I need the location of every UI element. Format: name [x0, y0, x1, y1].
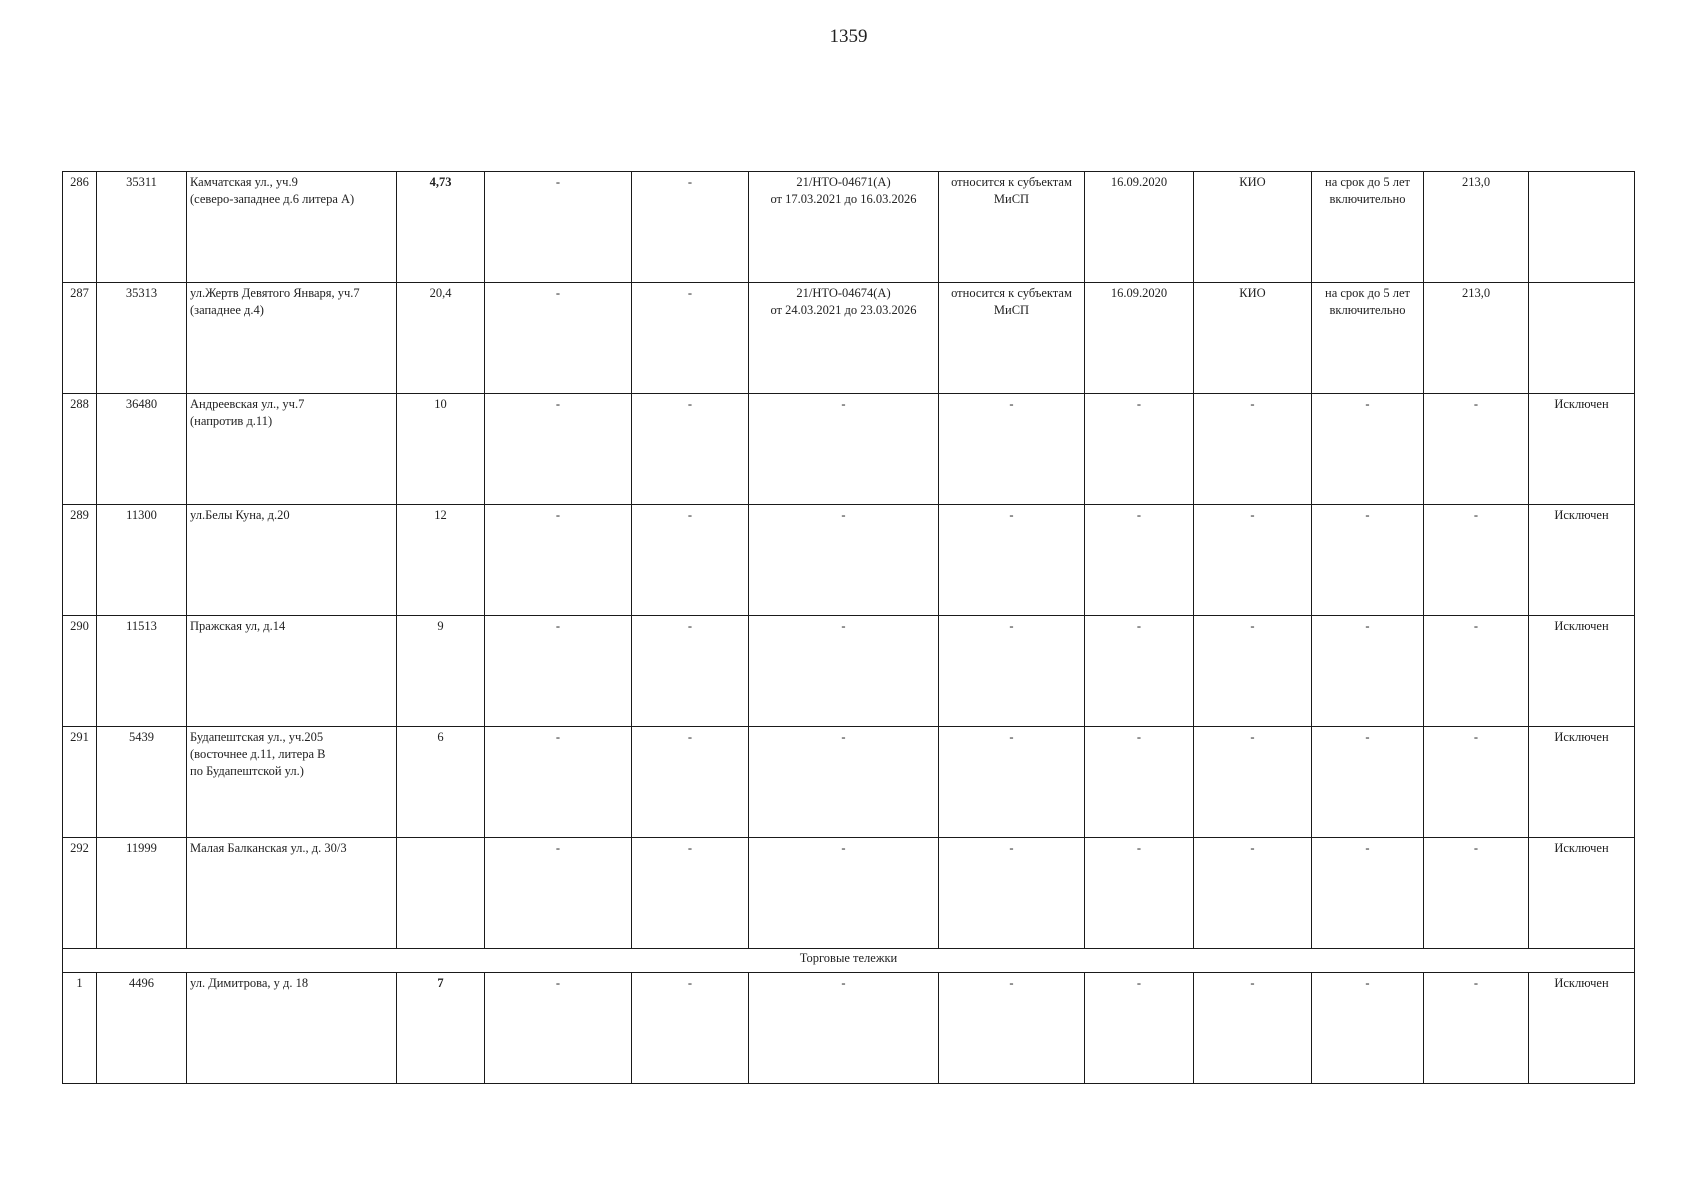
cell-object-id: 35311: [97, 172, 187, 283]
cell-contract: 21/НТО-04674(А) от 24.03.2021 до 23.03.2026: [749, 283, 939, 394]
cell-decision-date: -: [1085, 973, 1194, 1084]
cell-price: -: [1424, 727, 1529, 838]
cell-contract: 21/НТО-04671(А) от 17.03.2021 до 16.03.2026: [749, 172, 939, 283]
cell-area: 10: [397, 394, 485, 505]
cell-object-id: 4496: [97, 973, 187, 1084]
cell-term: -: [1312, 616, 1424, 727]
cell-contract: -: [749, 973, 939, 1084]
cell-column-6: -: [632, 283, 749, 394]
cell-status: [1529, 283, 1635, 394]
cell-decision-date: -: [1085, 394, 1194, 505]
cell-decision-date: 16.09.2020: [1085, 172, 1194, 283]
cell-object-id: 11513: [97, 616, 187, 727]
cell-status: Исключен: [1529, 505, 1635, 616]
cell-row-number: 1: [63, 973, 97, 1084]
cell-organization: КИО: [1194, 172, 1312, 283]
cell-column-6: -: [632, 838, 749, 949]
cell-price: -: [1424, 394, 1529, 505]
cell-row-number: 289: [63, 505, 97, 616]
cell-row-number: 292: [63, 838, 97, 949]
cell-contract: -: [749, 727, 939, 838]
cell-column-6: -: [632, 727, 749, 838]
cell-contract: -: [749, 616, 939, 727]
cell-object-id: 35313: [97, 283, 187, 394]
cell-row-number: 288: [63, 394, 97, 505]
cell-contract: -: [749, 838, 939, 949]
cell-column-6: -: [632, 616, 749, 727]
cell-organization: -: [1194, 616, 1312, 727]
cell-msp-status: -: [939, 973, 1085, 1084]
cell-area: 20,4: [397, 283, 485, 394]
cell-decision-date: -: [1085, 727, 1194, 838]
table-row: [63, 172, 1635, 283]
cell-price: -: [1424, 616, 1529, 727]
cell-area: 4,73: [397, 172, 485, 283]
cell-column-6: -: [632, 973, 749, 1084]
cell-status: Исключен: [1529, 838, 1635, 949]
cell-msp-status: -: [939, 727, 1085, 838]
cell-column-5: -: [485, 973, 632, 1084]
cell-organization: -: [1194, 394, 1312, 505]
table-row: [63, 505, 1635, 616]
cell-column-5: -: [485, 394, 632, 505]
cell-price: 213,0: [1424, 283, 1529, 394]
cell-row-number: 291: [63, 727, 97, 838]
cell-organization: -: [1194, 838, 1312, 949]
cell-price: 213,0: [1424, 172, 1529, 283]
cell-address: Пражская ул, д.14: [187, 616, 397, 727]
cell-msp-status: -: [939, 394, 1085, 505]
cell-organization: КИО: [1194, 283, 1312, 394]
section-header-row: [63, 949, 1635, 973]
cell-object-id: 36480: [97, 394, 187, 505]
cell-column-5: -: [485, 616, 632, 727]
cell-column-6: -: [632, 172, 749, 283]
cell-price: -: [1424, 973, 1529, 1084]
cell-row-number: 287: [63, 283, 97, 394]
cell-term: -: [1312, 727, 1424, 838]
table-row: [63, 727, 1635, 838]
cell-address: ул.Белы Куна, д.20: [187, 505, 397, 616]
cell-organization: -: [1194, 973, 1312, 1084]
table-row: [63, 616, 1635, 727]
cell-term: -: [1312, 838, 1424, 949]
cell-column-5: -: [485, 727, 632, 838]
cell-organization: -: [1194, 505, 1312, 616]
cell-column-6: -: [632, 394, 749, 505]
cell-area: [397, 838, 485, 949]
cell-address: Малая Балканская ул., д. 30/3: [187, 838, 397, 949]
cell-object-id: 11999: [97, 838, 187, 949]
cell-column-5: -: [485, 505, 632, 616]
cell-msp-status: относится к субъектам МиСП: [939, 283, 1085, 394]
cell-column-5: -: [485, 283, 632, 394]
cell-address: Андреевская ул., уч.7 (напротив д.11): [187, 394, 397, 505]
cell-address: ул.Жертв Девятого Января, уч.7 (западнее д.4): [187, 283, 397, 394]
section-title: Торговые тележки: [63, 949, 1635, 973]
cell-contract: -: [749, 394, 939, 505]
cell-row-number: 286: [63, 172, 97, 283]
cell-address: ул. Димитрова, у д. 18: [187, 973, 397, 1084]
cell-column-5: -: [485, 172, 632, 283]
registry-table: [62, 171, 1635, 1084]
cell-term: на срок до 5 лет включительно: [1312, 172, 1424, 283]
cell-msp-status: -: [939, 616, 1085, 727]
cell-object-id: 5439: [97, 727, 187, 838]
cell-contract: -: [749, 505, 939, 616]
cell-column-6: -: [632, 505, 749, 616]
cell-msp-status: относится к субъектам МиСП: [939, 172, 1085, 283]
cell-column-5: -: [485, 838, 632, 949]
cell-area: 7: [397, 973, 485, 1084]
cell-row-number: 290: [63, 616, 97, 727]
cell-status: Исключен: [1529, 394, 1635, 505]
cell-status: Исключен: [1529, 616, 1635, 727]
cell-address: Камчатская ул., уч.9 (северо-западнее д.6 литера А): [187, 172, 397, 283]
cell-decision-date: 16.09.2020: [1085, 283, 1194, 394]
table-row: [63, 973, 1635, 1084]
cell-price: -: [1424, 505, 1529, 616]
cell-status: Исключен: [1529, 727, 1635, 838]
cell-term: -: [1312, 394, 1424, 505]
page-number: 1359: [829, 26, 868, 47]
cell-organization: -: [1194, 727, 1312, 838]
cell-object-id: 11300: [97, 505, 187, 616]
cell-decision-date: -: [1085, 616, 1194, 727]
cell-area: 6: [397, 727, 485, 838]
table-row: [63, 838, 1635, 949]
cell-decision-date: -: [1085, 838, 1194, 949]
table-row: [63, 394, 1635, 505]
cell-area: 12: [397, 505, 485, 616]
table-row: [63, 283, 1635, 394]
cell-term: -: [1312, 973, 1424, 1084]
cell-area: 9: [397, 616, 485, 727]
cell-term: на срок до 5 лет включительно: [1312, 283, 1424, 394]
cell-price: -: [1424, 838, 1529, 949]
cell-status: [1529, 172, 1635, 283]
cell-msp-status: -: [939, 505, 1085, 616]
cell-msp-status: -: [939, 838, 1085, 949]
cell-decision-date: -: [1085, 505, 1194, 616]
cell-address: Будапештская ул., уч.205 (восточнее д.11, литера В по Будапештской ул.): [187, 727, 397, 838]
cell-status: Исключен: [1529, 973, 1635, 1084]
cell-term: -: [1312, 505, 1424, 616]
